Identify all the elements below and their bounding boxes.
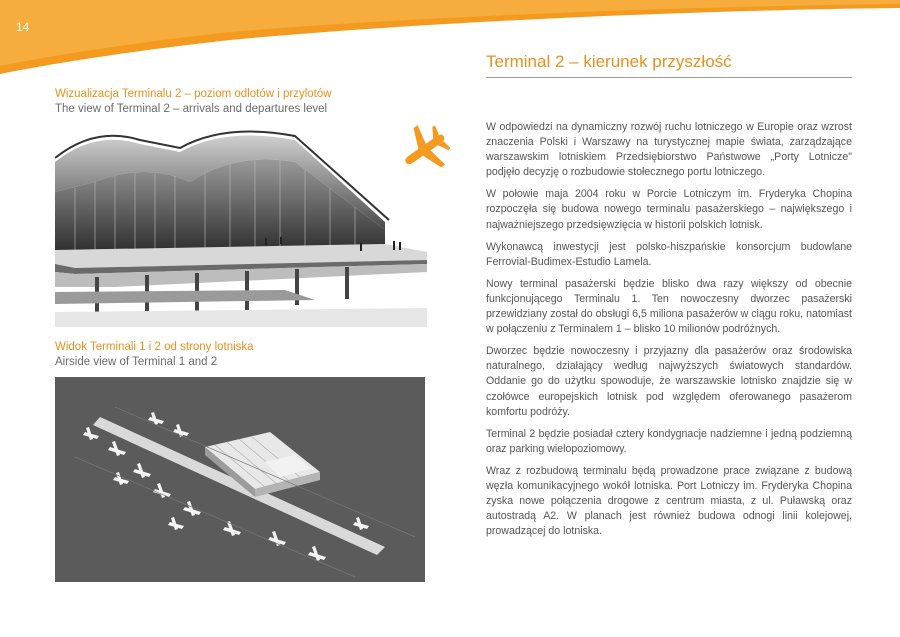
caption-polish: Wizualizacja Terminalu 2 – poziom odlotów i przylotów (55, 88, 332, 100)
page-title: Terminal 2 – kierunek przyszłość (486, 52, 732, 71)
image-caption-bottom (55, 340, 254, 370)
paragraph: Wykonawcą inwestycji jest polsko-hiszpańskie konsorcjum budowlane Ferrovial-Budimex-Estudio Lamela. (486, 240, 852, 268)
page-number: 14 (16, 20, 30, 34)
caption-english: Airside view of Terminal 1 and 2 (55, 356, 218, 368)
paragraph: W odpowiedzi na dynamiczny rozwój ruchu lotniczego w Europie oraz wzrost znaczenia Polski i Warszawy na turystycznej mapie świata, zarządzające warszawskim lotniskiem Przedsiębiorstwo Państwowe „Porty Lotnicze" podjęło decyzję o rozbudowie stołecznego portu lotniczego. (486, 121, 852, 179)
title-divider (486, 77, 852, 78)
paragraph: Wraz z rozbudową terminalu będą prowadzone prace związane z budową węzła komunikacyjnego wokół lotniska. Port Lotniczy im. Fryderyka Chopina zyska nowe połączenia drogowe z centrum miasta, z ul. Puławską oraz autostradą A2. W planach jest również budowa odnogi linii kolejowej, prowadzącej do lotniska. (486, 464, 852, 538)
header-banner (0, 0, 900, 80)
image-caption-top (55, 87, 332, 117)
paragraph: Nowy terminal pasażerski będzie blisko dwa razy większy od obecnie funkcjonującego Terminalu 1. Ten nowoczesny dworzec pasażerski przewidziany został do obsługi 6,5 miliona pasażerów w ciągu roku, natomiast w połączeniu z Terminalem 1 – blisko 10 milionów podróżnych. (486, 277, 852, 336)
terminal-visualization-image (55, 122, 427, 327)
article-body (486, 120, 852, 546)
paragraph: W połowie maja 2004 roku w Porcie Lotniczym im. Fryderyka Chopina rozpoczęła się budowa nowego terminalu pasażerskiego – największego i najważniejszego przedsięwzięcia w historii polskich lotnisk. (486, 188, 852, 231)
paragraph: Terminal 2 będzie posiadał cztery kondygnacje nadziemne i jedną podziemną oraz parking wielopoziomowy. (486, 427, 852, 455)
airplane-icon (398, 124, 450, 176)
airside-view-image (55, 377, 425, 582)
paragraph: Dworzec będzie nowoczesny i przyjazny dla pasażerów oraz środowiska naturalnego, działający według najwyższych światowych standardów. Oddanie go do użytku spowoduje, że warszawskie lotnisko znajdzie się w czołówce europejskich lotnisk pod względem oferowanego pasażerom komfortu podróży. (486, 345, 852, 418)
caption-polish: Widok Terminali 1 i 2 od strony lotniska (55, 341, 254, 353)
caption-english: The view of Terminal 2 – arrivals and departures level (55, 103, 328, 115)
